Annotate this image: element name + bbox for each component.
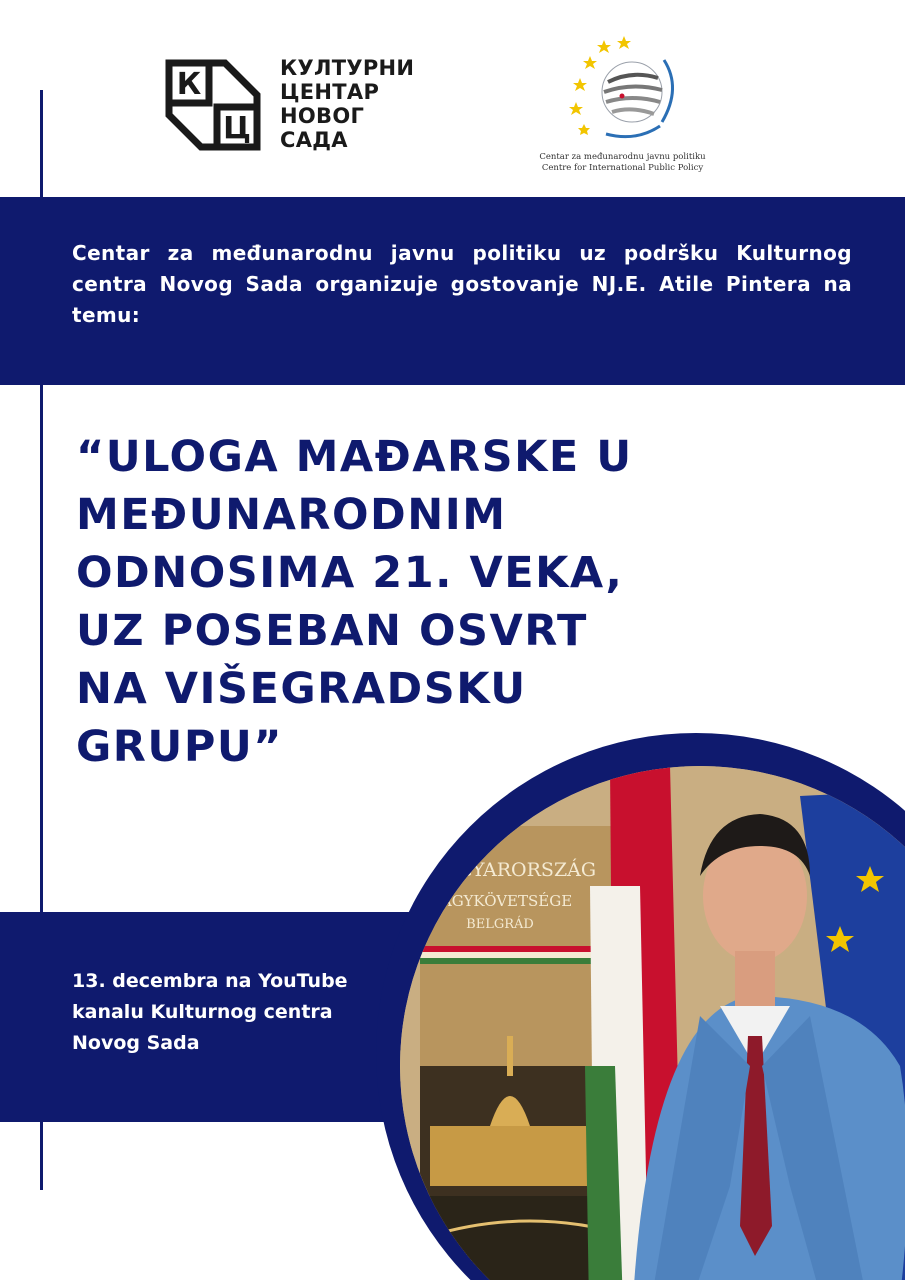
sign-line: BELGRÁD <box>466 917 534 932</box>
kc-letter-c: Ц <box>223 111 251 146</box>
event-details <box>72 966 402 1059</box>
title-line: UZ POSEBAN OSVRT <box>76 606 588 656</box>
lecture-title <box>76 428 796 776</box>
event-line: 13. decembra na YouTube <box>72 970 348 992</box>
left-accent-line-top <box>40 90 43 205</box>
cip-caption-line: Centar za međunarodnu javnu politiku <box>539 152 706 162</box>
kc-logo-mark <box>165 55 265 155</box>
left-accent-line-middle <box>40 380 43 920</box>
title-line: NA VIŠEGRADSKU <box>76 664 527 714</box>
sign-line: NAGYKÖVETSÉGE <box>427 892 573 910</box>
title-line: GRUPU” <box>76 722 284 772</box>
kc-letter-k: К <box>176 67 202 102</box>
event-line: kanalu Kulturnog centra <box>72 1001 333 1023</box>
title-line: “ULOGA MAĐARSKE U <box>76 432 633 482</box>
kc-logo-wordmark <box>280 56 414 152</box>
cip-globe-emblem <box>560 30 685 142</box>
title-line: MEĐUNARODNIM <box>76 490 507 540</box>
event-line: Novog Sada <box>72 1032 200 1054</box>
kc-wordmark-line: НОВОГ <box>280 104 365 128</box>
title-line: ODNOSIMA 21. VEKA, <box>76 548 624 598</box>
kc-wordmark-line: САДА <box>280 128 348 152</box>
cip-globe-icon <box>602 62 662 122</box>
kc-wordmark-line: КУЛТУРНИ <box>280 56 415 80</box>
sign-line: MAGYARORSZÁG <box>423 859 597 881</box>
cip-logo-caption <box>530 152 715 174</box>
cip-caption-line: Centre for International Public Policy <box>541 163 704 173</box>
kc-wordmark-line: ЦЕНТАР <box>280 80 380 104</box>
intro-text: Centar za međunarodnu javnu politiku uz podršku Kulturnog centra Novog Sada organizuje gostovanje NJ.E. Atile Pintera na temu: <box>72 241 852 327</box>
left-accent-line-bottom <box>40 1118 43 1190</box>
